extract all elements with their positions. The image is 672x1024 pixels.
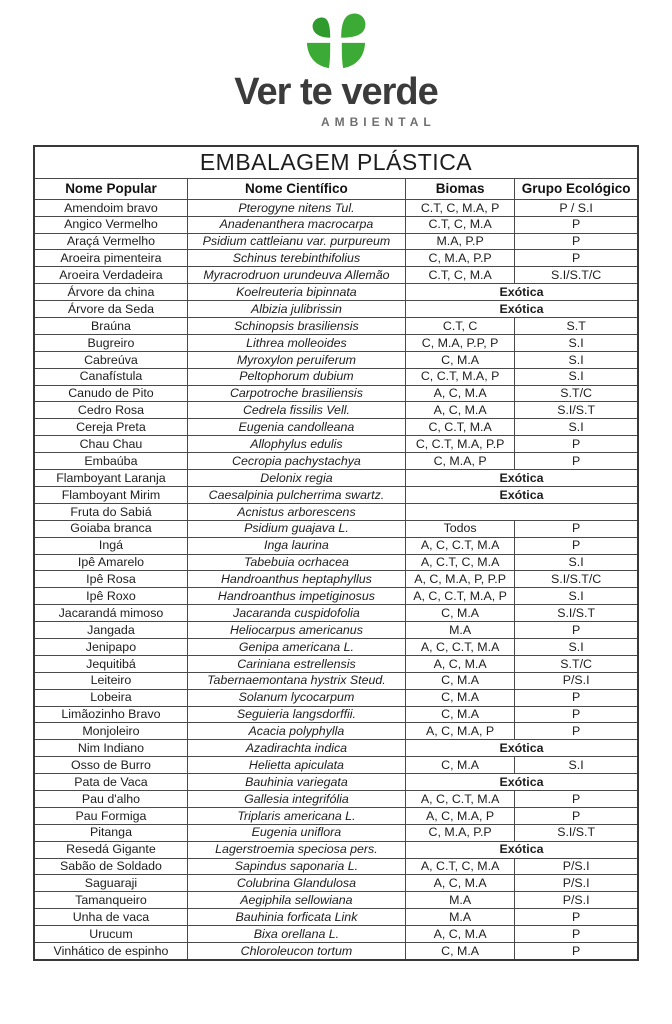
table-row (34, 723, 638, 740)
cell-biomas: Todos (405, 520, 514, 537)
cell-nome-popular: Ipê Amarelo (34, 554, 187, 571)
cell-nome-popular: Cereja Preta (34, 419, 187, 436)
cell-merged: Exótica (405, 470, 638, 487)
table-row (34, 942, 638, 959)
table-row (34, 284, 638, 301)
cell-biomas: C, M.A (405, 942, 514, 959)
cell-grupo-ecologico: P (515, 723, 638, 740)
cell-nome-cientifico: Handroanthus heptaphyllus (187, 571, 405, 588)
cell-nome-cientifico: Eugenia uniflora (187, 824, 405, 841)
cell-nome-popular: Leiteiro (34, 672, 187, 689)
cell-grupo-ecologico: P (515, 790, 638, 807)
cell-grupo-ecologico: S.I (515, 351, 638, 368)
cell-nome-popular: Jangada (34, 622, 187, 639)
column-header-1: Nome Científico (187, 178, 405, 199)
cell-grupo-ecologico: S.I (515, 368, 638, 385)
cell-grupo-ecologico: S.I (515, 588, 638, 605)
cell-merged: Exótica (405, 284, 638, 301)
cell-grupo-ecologico: P (515, 706, 638, 723)
cell-nome-cientifico: Schinopsis brasiliensis (187, 318, 405, 335)
cell-nome-cientifico: Caesalpinia pulcherrima swartz. (187, 486, 405, 503)
table-row (34, 926, 638, 943)
logo-text-block (234, 72, 437, 129)
cell-merged: Exótica (405, 486, 638, 503)
cell-nome-popular: Chau Chau (34, 436, 187, 453)
table-header-row (34, 178, 638, 199)
cell-nome-cientifico: Bixa orellana L. (187, 926, 405, 943)
column-header-2: Biomas (405, 178, 514, 199)
table-row (34, 554, 638, 571)
table-row (34, 233, 638, 250)
cell-merged: Exótica (405, 301, 638, 318)
cell-grupo-ecologico: P (515, 942, 638, 959)
cell-nome-popular: Flamboyant Laranja (34, 470, 187, 487)
cell-nome-popular: Jacarandá mimoso (34, 605, 187, 622)
table-title-row (34, 146, 638, 179)
cell-biomas: C, M.A, P.P (405, 250, 514, 267)
cell-nome-cientifico: Genipa americana L. (187, 638, 405, 655)
table-row (34, 790, 638, 807)
cell-biomas: C.T, C, M.A (405, 267, 514, 284)
cell-nome-popular: Pau Formiga (34, 807, 187, 824)
cell-biomas: C, M.A (405, 689, 514, 706)
cell-biomas: A, C, C.T, M.A (405, 638, 514, 655)
cell-nome-cientifico: Cariniana estrellensis (187, 655, 405, 672)
cell-merged: Exótica (405, 841, 638, 858)
table-row (34, 419, 638, 436)
cell-nome-cientifico: Anadenanthera macrocarpa (187, 216, 405, 233)
cell-nome-cientifico: Inga laurina (187, 537, 405, 554)
cell-nome-cientifico: Triplaris americana L. (187, 807, 405, 824)
cell-grupo-ecologico: P / S.I (515, 199, 638, 216)
cell-biomas: M.A (405, 909, 514, 926)
cell-biomas: A, C, M.A (405, 402, 514, 419)
cell-grupo-ecologico: P (515, 520, 638, 537)
cell-nome-cientifico: Allophylus edulis (187, 436, 405, 453)
cell-biomas: A, C.T, C, M.A (405, 858, 514, 875)
table-row (34, 503, 638, 520)
cell-biomas: A, C, M.A, P, P.P (405, 571, 514, 588)
cell-nome-cientifico: Lithrea molleoides (187, 334, 405, 351)
cell-biomas: M.A (405, 892, 514, 909)
cell-biomas: C, C.T, M.A, P.P (405, 436, 514, 453)
table-body (34, 199, 638, 960)
cell-grupo-ecologico: P/S.I (515, 875, 638, 892)
cell-nome-popular: Monjoleiro (34, 723, 187, 740)
cell-grupo-ecologico: P (515, 926, 638, 943)
cell-nome-popular: Flamboyant Mirim (34, 486, 187, 503)
cell-nome-cientifico: Myroxylon peruiferum (187, 351, 405, 368)
cell-nome-popular: Canafístula (34, 368, 187, 385)
cell-merged: Exótica (405, 774, 638, 791)
cell-nome-popular: Limãozinho Bravo (34, 706, 187, 723)
cell-grupo-ecologico: S.I/S.T (515, 605, 638, 622)
cell-biomas: A, C, M.A (405, 385, 514, 402)
table-row (34, 486, 638, 503)
cell-nome-popular: Saguaraji (34, 875, 187, 892)
cell-biomas: C, M.A, P (405, 453, 514, 470)
column-header-0: Nome Popular (34, 178, 187, 199)
cell-biomas: C.T, C (405, 318, 514, 335)
sprout-leaf-icon (300, 8, 372, 70)
cell-nome-cientifico: Sapindus saponaria L. (187, 858, 405, 875)
cell-nome-popular: Ipê Rosa (34, 571, 187, 588)
cell-nome-popular: Osso de Burro (34, 757, 187, 774)
table-row (34, 368, 638, 385)
cell-biomas: C, M.A (405, 757, 514, 774)
cell-nome-popular: Braúna (34, 318, 187, 335)
cell-nome-cientifico: Schinus terebinthifolius (187, 250, 405, 267)
table-row (34, 706, 638, 723)
cell-grupo-ecologico: P (515, 807, 638, 824)
cell-biomas: C, M.A (405, 672, 514, 689)
cell-biomas: A, C, M.A, P (405, 807, 514, 824)
cell-merged: Exótica (405, 740, 638, 757)
cell-nome-cientifico: Seguieria langsdorffii. (187, 706, 405, 723)
cell-grupo-ecologico: S.T/C (515, 655, 638, 672)
cell-nome-cientifico: Bauhinia forficata Link (187, 909, 405, 926)
cell-biomas: A, C, M.A, P (405, 723, 514, 740)
table-row (34, 622, 638, 639)
cell-nome-popular: Embaúba (34, 453, 187, 470)
table-row (34, 402, 638, 419)
cell-biomas: C, C.T, M.A (405, 419, 514, 436)
table-row (34, 655, 638, 672)
table-row (34, 453, 638, 470)
cell-grupo-ecologico: P (515, 250, 638, 267)
table-row (34, 301, 638, 318)
cell-nome-popular: Vinhático de espinho (34, 942, 187, 959)
cell-grupo-ecologico: P (515, 689, 638, 706)
cell-nome-popular: Amendoim bravo (34, 199, 187, 216)
cell-grupo-ecologico: P (515, 909, 638, 926)
table-title: EMBALAGEM PLÁSTICA (34, 146, 638, 179)
cell-nome-cientifico: Bauhinia variegata (187, 774, 405, 791)
cell-nome-cientifico: Jacaranda cuspidofolia (187, 605, 405, 622)
cell-nome-popular: Árvore da china (34, 284, 187, 301)
table-row (34, 605, 638, 622)
cell-grupo-ecologico: S.T (515, 318, 638, 335)
cell-nome-cientifico: Cedrela fissilis Vell. (187, 402, 405, 419)
cell-nome-popular: Cabreúva (34, 351, 187, 368)
cell-nome-cientifico: Psidium cattleianu var. purpureum (187, 233, 405, 250)
cell-grupo-ecologico: S.I/S.T/C (515, 267, 638, 284)
table-row (34, 892, 638, 909)
cell-grupo-ecologico: S.I (515, 419, 638, 436)
table-row (34, 334, 638, 351)
cell-nome-cientifico: Carpotroche brasiliensis (187, 385, 405, 402)
cell-grupo-ecologico: P/S.I (515, 672, 638, 689)
cell-grupo-ecologico: S.I/S.T/C (515, 571, 638, 588)
cell-nome-cientifico: Psidium guajava L. (187, 520, 405, 537)
cell-nome-cientifico: Handroanthus impetiginosus (187, 588, 405, 605)
cell-nome-popular: Nim Indiano (34, 740, 187, 757)
cell-nome-popular: Pata de Vaca (34, 774, 187, 791)
cell-nome-cientifico: Helietta apiculata (187, 757, 405, 774)
cell-biomas: A, C, C.T, M.A (405, 537, 514, 554)
table-row (34, 588, 638, 605)
cell-nome-popular: Pau d'alho (34, 790, 187, 807)
cell-nome-cientifico: Eugenia candolleana (187, 419, 405, 436)
table-row (34, 318, 638, 335)
cell-biomas: A, C, M.A (405, 875, 514, 892)
cell-grupo-ecologico: P/S.I (515, 892, 638, 909)
cell-nome-cientifico: Lagerstroemia speciosa pers. (187, 841, 405, 858)
table-row (34, 267, 638, 284)
cell-grupo-ecologico: P (515, 453, 638, 470)
table-row (34, 199, 638, 216)
table-row (34, 875, 638, 892)
table-row (34, 216, 638, 233)
table-row (34, 774, 638, 791)
plant-table (33, 145, 639, 961)
cell-biomas: C, M.A (405, 706, 514, 723)
cell-biomas: A, C.T, C, M.A (405, 554, 514, 571)
cell-nome-popular: Sabão de Soldado (34, 858, 187, 875)
table-row (34, 672, 638, 689)
cell-merged (405, 503, 638, 520)
cell-nome-cientifico: Acacia polyphylla (187, 723, 405, 740)
cell-biomas: M.A (405, 622, 514, 639)
table-row (34, 740, 638, 757)
table-row (34, 385, 638, 402)
table-row (34, 807, 638, 824)
logo-wordmark: Ver te verde (234, 71, 438, 113)
cell-biomas: C.T, C, M.A (405, 216, 514, 233)
cell-biomas: C, M.A, P.P (405, 824, 514, 841)
cell-grupo-ecologico: P (515, 622, 638, 639)
cell-grupo-ecologico: S.I (515, 334, 638, 351)
cell-nome-cientifico: Delonix regia (187, 470, 405, 487)
cell-biomas: C.T, C, M.A, P (405, 199, 514, 216)
table-row (34, 571, 638, 588)
cell-nome-popular: Aroeira Verdadeira (34, 267, 187, 284)
cell-nome-popular: Angico Vermelho (34, 216, 187, 233)
cell-nome-popular: Urucum (34, 926, 187, 943)
cell-grupo-ecologico: P (515, 436, 638, 453)
cell-nome-popular: Canudo de Pito (34, 385, 187, 402)
cell-nome-popular: Resedá Gigante (34, 841, 187, 858)
cell-nome-popular: Araçá Vermelho (34, 233, 187, 250)
table-row (34, 858, 638, 875)
cell-nome-cientifico: Albizia julibrissin (187, 301, 405, 318)
table-row (34, 250, 638, 267)
cell-biomas: C, C.T, M.A, P (405, 368, 514, 385)
cell-biomas: M.A, P.P (405, 233, 514, 250)
cell-nome-cientifico: Acnistus arborescens (187, 503, 405, 520)
table-row (34, 436, 638, 453)
cell-biomas: A, C, C.T, M.A (405, 790, 514, 807)
logo (0, 0, 672, 131)
table-row (34, 841, 638, 858)
logo-tagline: AMBIENTAL (320, 114, 436, 129)
table-row (34, 537, 638, 554)
cell-nome-popular: Tamanqueiro (34, 892, 187, 909)
cell-grupo-ecologico: S.I/S.T (515, 402, 638, 419)
cell-nome-popular: Árvore da Seda (34, 301, 187, 318)
cell-nome-cientifico: Colubrina Glandulosa (187, 875, 405, 892)
cell-grupo-ecologico: S.I (515, 554, 638, 571)
cell-nome-cientifico: Peltophorum dubium (187, 368, 405, 385)
cell-nome-cientifico: Solanum lycocarpum (187, 689, 405, 706)
table-row (34, 689, 638, 706)
cell-nome-cientifico: Azadirachta indica (187, 740, 405, 757)
cell-grupo-ecologico: S.I (515, 757, 638, 774)
cell-nome-popular: Ingá (34, 537, 187, 554)
cell-biomas: A, C, C.T, M.A, P (405, 588, 514, 605)
cell-nome-popular: Pitanga (34, 824, 187, 841)
cell-nome-cientifico: Gallesia integrifólia (187, 790, 405, 807)
cell-biomas: C, M.A (405, 351, 514, 368)
cell-nome-cientifico: Cecropia pachystachya (187, 453, 405, 470)
cell-nome-popular: Aroeira pimenteira (34, 250, 187, 267)
table-row (34, 351, 638, 368)
cell-grupo-ecologico: P (515, 216, 638, 233)
cell-nome-cientifico: Tabernaemontana hystrix Steud. (187, 672, 405, 689)
cell-grupo-ecologico: P/S.I (515, 858, 638, 875)
cell-nome-popular: Jequitibá (34, 655, 187, 672)
cell-biomas: A, C, M.A (405, 926, 514, 943)
table-row (34, 757, 638, 774)
cell-biomas: C, M.A, P.P, P (405, 334, 514, 351)
cell-grupo-ecologico: S.I (515, 638, 638, 655)
cell-nome-cientifico: Myracrodruon urundeuva Allemão (187, 267, 405, 284)
cell-nome-popular: Jenipapo (34, 638, 187, 655)
column-header-3: Grupo Ecológico (515, 178, 638, 199)
cell-nome-popular: Fruta do Sabiá (34, 503, 187, 520)
cell-nome-popular: Unha de vaca (34, 909, 187, 926)
cell-nome-popular: Cedro Rosa (34, 402, 187, 419)
cell-biomas: A, C, M.A (405, 655, 514, 672)
cell-nome-cientifico: Aegiphila sellowiana (187, 892, 405, 909)
table-row (34, 909, 638, 926)
cell-grupo-ecologico: S.I/S.T (515, 824, 638, 841)
table-row (34, 520, 638, 537)
table-row (34, 824, 638, 841)
cell-nome-popular: Goiaba branca (34, 520, 187, 537)
cell-nome-cientifico: Tabebuia ocrhacea (187, 554, 405, 571)
cell-biomas: C, M.A (405, 605, 514, 622)
cell-nome-cientifico: Pterogyne nitens Tul. (187, 199, 405, 216)
cell-nome-popular: Lobeira (34, 689, 187, 706)
cell-grupo-ecologico: P (515, 233, 638, 250)
table-row (34, 470, 638, 487)
cell-nome-cientifico: Koelreuteria bipinnata (187, 284, 405, 301)
cell-grupo-ecologico: S.T/C (515, 385, 638, 402)
table-row (34, 638, 638, 655)
cell-nome-popular: Bugreiro (34, 334, 187, 351)
cell-nome-cientifico: Chloroleucon tortum (187, 942, 405, 959)
cell-nome-cientifico: Heliocarpus americanus (187, 622, 405, 639)
cell-nome-popular: Ipê Roxo (34, 588, 187, 605)
cell-grupo-ecologico: P (515, 537, 638, 554)
